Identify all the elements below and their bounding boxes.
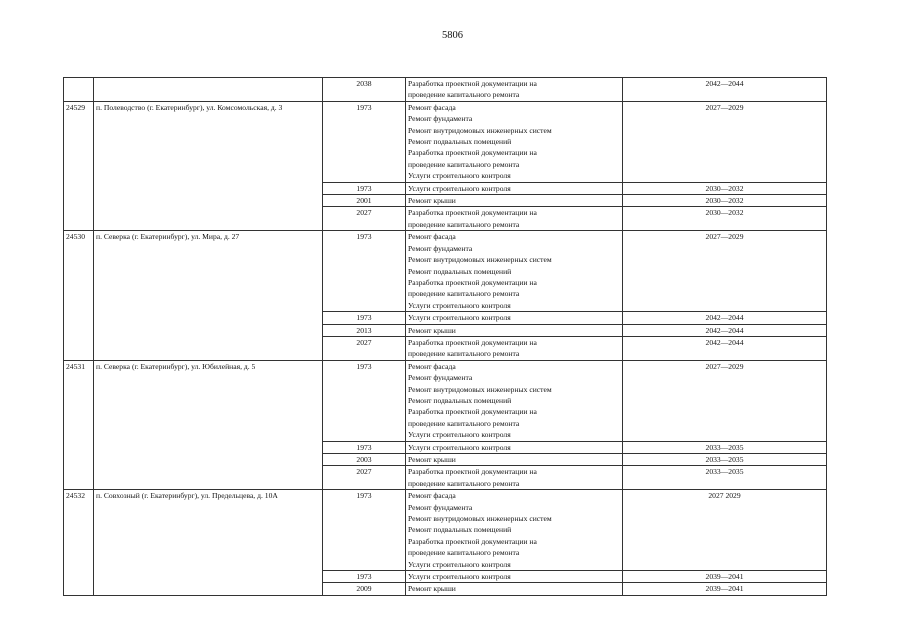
work-item: Разработка проектной документации на	[408, 337, 537, 347]
year-cell: 1973	[323, 312, 406, 324]
work-item: Разработка проектной документации на	[408, 407, 537, 417]
number-cell: 24532	[64, 490, 94, 596]
number-cell: 24530	[64, 231, 94, 360]
period-cell: 2033—2035	[623, 466, 827, 490]
period-cell: 2027 2029	[623, 490, 827, 571]
work-item: Ремонт фасада	[408, 232, 456, 242]
work-item: Услуги строительного контроля	[408, 430, 511, 440]
work-item: Ремонт фасада	[408, 102, 456, 112]
repair-schedule-table	[63, 77, 827, 596]
year-cell: 2003	[323, 454, 406, 466]
work-item: Услуги строительного контроля	[408, 442, 511, 452]
work-item: проведение капитального ремонта	[408, 159, 520, 169]
works-cell	[406, 336, 623, 360]
year-cell: 1973	[323, 441, 406, 453]
work-item: Ремонт подвальных помещений	[408, 266, 512, 276]
work-item: Ремонт фундамента	[408, 373, 473, 383]
year-cell: 2027	[323, 336, 406, 360]
period-cell: 2033—2035	[623, 454, 827, 466]
work-item: Услуги строительного контроля	[408, 572, 511, 582]
period-cell: 2042—2044	[623, 336, 827, 360]
work-item: Ремонт внутридомовых инженерных систем	[408, 255, 552, 265]
year-cell: 1973	[323, 231, 406, 312]
year-cell: 2013	[323, 324, 406, 336]
work-item: Ремонт внутридомовых инженерных систем	[408, 125, 552, 135]
work-item: Ремонт крыши	[408, 455, 456, 464]
work-item: Разработка проектной документации на	[408, 148, 537, 158]
period-cell: 2030—2032	[623, 195, 827, 207]
year-cell: 1973	[323, 490, 406, 571]
work-item: Ремонт фундамента	[408, 114, 473, 124]
work-item: Разработка проектной документации на	[408, 536, 537, 546]
works-cell	[406, 571, 623, 583]
works-cell	[406, 583, 623, 595]
number-cell	[64, 78, 94, 102]
table-row	[64, 490, 827, 571]
works-cell	[406, 454, 623, 466]
work-item: Ремонт крыши	[408, 325, 456, 335]
period-cell: 2030—2032	[623, 182, 827, 194]
page-number: 5806	[442, 30, 463, 41]
year-cell: 1973	[323, 101, 406, 182]
work-item: Услуги строительного контроля	[408, 183, 511, 193]
period-cell: 2027—2029	[623, 360, 827, 441]
work-item: проведение капитального ремонта	[408, 349, 520, 359]
work-item: Ремонт подвальных помещений	[408, 137, 512, 147]
period-cell: 2042—2044	[623, 312, 827, 324]
work-item: проведение капитального ремонта	[408, 289, 520, 299]
period-cell: 2039—2041	[623, 571, 827, 583]
works-cell	[406, 324, 623, 336]
work-item: Ремонт фасада	[408, 361, 456, 371]
works-cell	[406, 207, 623, 231]
work-item: Ремонт фундамента	[408, 243, 473, 253]
work-item: Разработка проектной документации на	[408, 277, 537, 287]
year-cell: 1973	[323, 182, 406, 194]
work-item: Ремонт крыши	[408, 584, 456, 594]
table-body	[64, 78, 827, 596]
period-cell: 2033—2035	[623, 441, 827, 453]
address-cell: п. Совхозный (г. Екатеринбург), ул. Предельцева, д. 10А	[94, 490, 323, 596]
works-cell	[406, 312, 623, 324]
works-cell	[406, 441, 623, 453]
work-item: Ремонт подвальных помещений	[408, 525, 512, 535]
year-cell: 2001	[323, 195, 406, 207]
work-item: проведение капитального ремонта	[408, 478, 520, 488]
year-cell: 2027	[323, 466, 406, 490]
work-item: проведение капитального ремонта	[408, 418, 520, 428]
table-row	[64, 78, 827, 102]
work-item: Разработка проектной документации на	[408, 79, 537, 88]
work-item: Ремонт фундамента	[408, 502, 473, 512]
work-item: проведение капитального ремонта	[408, 90, 520, 100]
work-item: Услуги строительного контроля	[408, 313, 511, 323]
works-cell	[406, 490, 623, 571]
work-item: Услуги строительного контроля	[408, 559, 511, 569]
address-cell: п. Полеводство (г. Екатеринбург), ул. Комсомольская, д. 3	[94, 101, 323, 230]
work-item: Ремонт крыши	[408, 196, 456, 206]
works-cell	[406, 360, 623, 441]
number-cell: 24531	[64, 360, 94, 489]
period-cell: 2030—2032	[623, 207, 827, 231]
work-item: Услуги строительного контроля	[408, 171, 511, 181]
period-cell: 2039—2041	[623, 583, 827, 595]
work-item: проведение капитального ремонта	[408, 548, 520, 558]
period-cell: 2027—2029	[623, 231, 827, 312]
works-cell	[406, 195, 623, 207]
work-item: Ремонт фасада	[408, 491, 456, 501]
work-item: Ремонт внутридомовых инженерных систем	[408, 514, 552, 524]
period-cell: 2042—2044	[623, 78, 827, 102]
works-cell	[406, 466, 623, 490]
period-cell: 2027—2029	[623, 101, 827, 182]
work-item: Ремонт внутридомовых инженерных систем	[408, 384, 552, 394]
works-cell	[406, 182, 623, 194]
year-cell: 2038	[323, 78, 406, 102]
table-row	[64, 101, 827, 182]
number-cell: 24529	[64, 101, 94, 230]
year-cell: 2009	[323, 583, 406, 595]
year-cell: 1973	[323, 360, 406, 441]
work-item: Услуги строительного контроля	[408, 300, 511, 310]
address-cell: п. Северка (г. Екатеринбург), ул. Юбилейная, д. 5	[94, 360, 323, 489]
year-cell: 1973	[323, 571, 406, 583]
work-item: проведение капитального ремонта	[408, 219, 520, 229]
work-item: Разработка проектной документации на	[408, 467, 537, 477]
table-row	[64, 360, 827, 441]
works-cell	[406, 78, 623, 102]
year-cell: 2027	[323, 207, 406, 231]
period-cell: 2042—2044	[623, 324, 827, 336]
work-item: Разработка проектной документации на	[408, 208, 537, 218]
work-item: Ремонт подвальных помещений	[408, 395, 512, 405]
works-cell	[406, 231, 623, 312]
address-cell: п. Северка (г. Екатеринбург), ул. Мира, д. 27	[94, 231, 323, 360]
table-row	[64, 231, 827, 312]
works-cell	[406, 101, 623, 182]
address-cell	[94, 78, 323, 102]
